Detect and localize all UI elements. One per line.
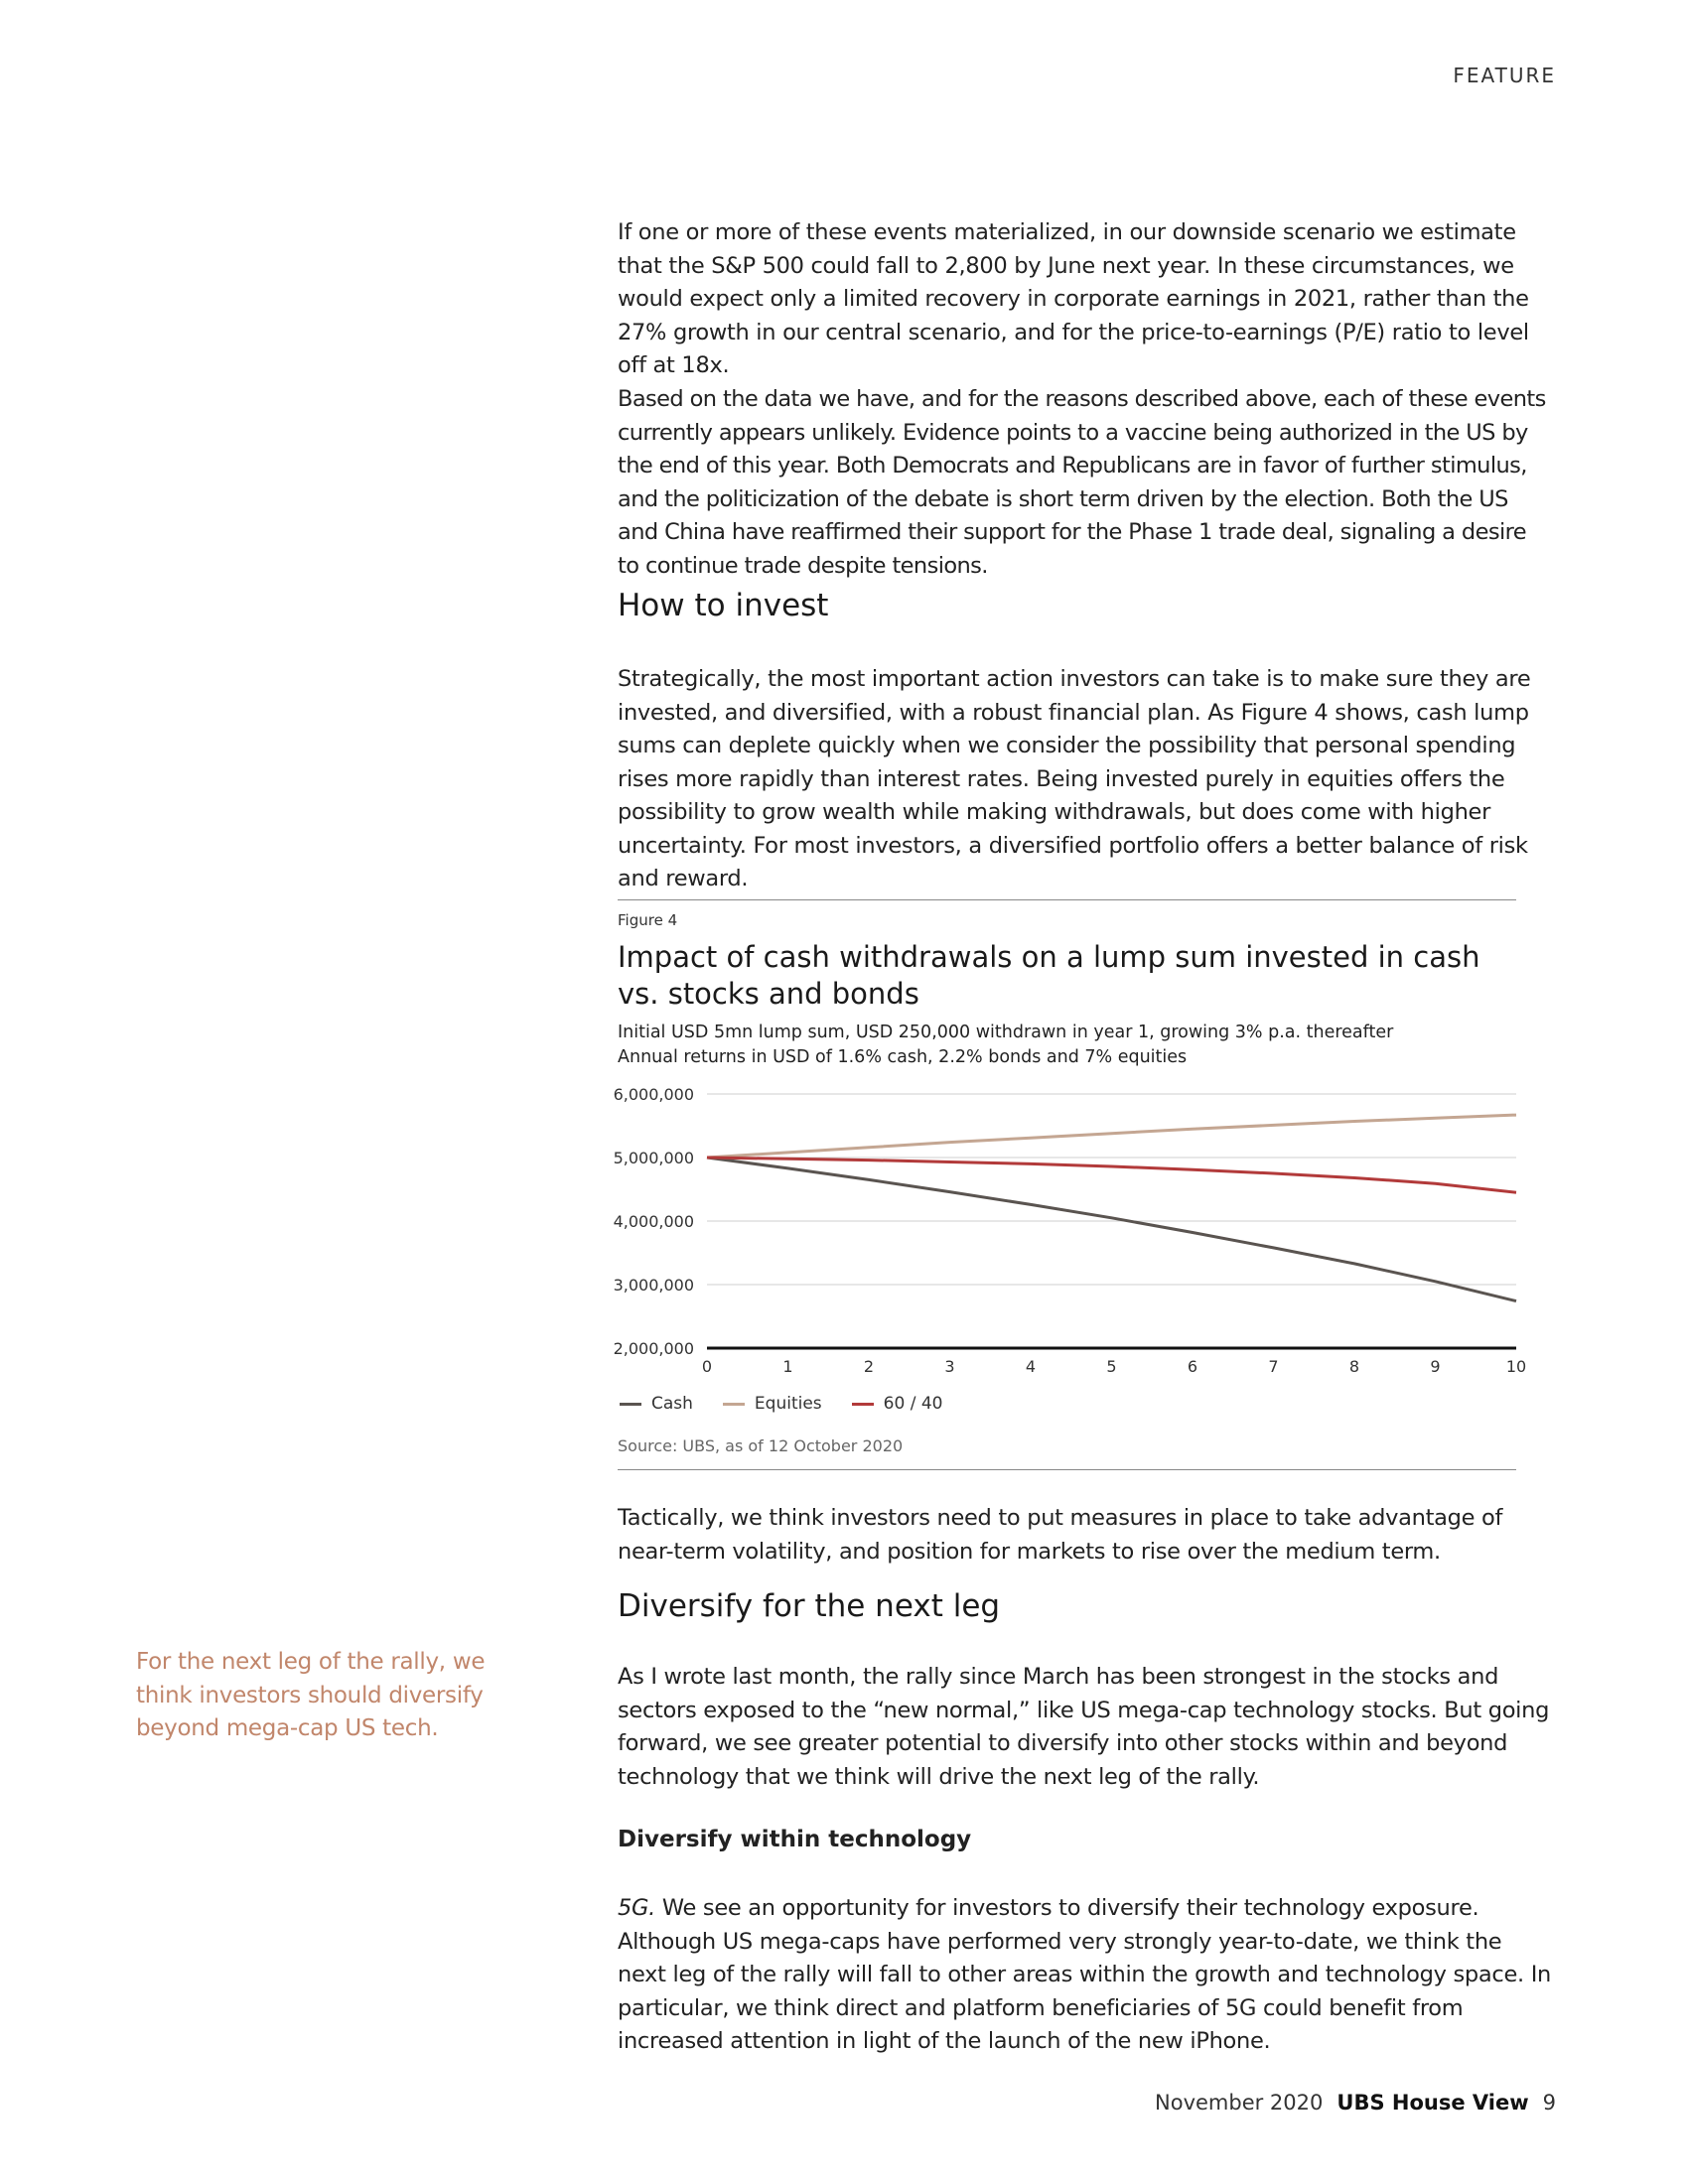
- x-tick-label: 6: [1187, 1357, 1198, 1376]
- legend-swatch: [620, 1403, 641, 1406]
- y-tick-label: 5,000,000: [613, 1149, 694, 1167]
- page-footer: [1155, 2091, 1556, 2115]
- x-tick-label: 5: [1106, 1357, 1117, 1376]
- paragraph-lead-5g: 5G.: [618, 1895, 656, 1921]
- body-paragraph: Based on the data we have, and for the reasons described above, each of these events currently appears unlikely. Evidence points to a vaccine being authorized in the US by the end of this year. Both Democrats and Republicans are in favor of further stimulus, and the politicization of the debate is short term driven by the election. Both the US and China have reaffirmed their support for the Phase 1 trade deal, signaling a desire to continue trade despite tensions.: [618, 386, 1546, 579]
- footer-date: November 2020: [1155, 2091, 1324, 2115]
- y-tick-label: 3,000,000: [613, 1276, 694, 1295]
- pull-quote: For the next leg of the rally, we think investors should diversify beyond mega-cap US tech.: [136, 1649, 486, 1741]
- y-tick-label: 2,000,000: [613, 1339, 694, 1358]
- legend-item: [852, 1394, 943, 1414]
- legend-label: Cash: [651, 1394, 693, 1414]
- body-paragraph: Strategically, the most important action investors can take is to make sure they are invested, and diversified, with a robust financial plan. As Figure 4 shows, cash lump sums can deplete quickly when we consider the possibility that personal spending rises more rapidly than interest rates. Being invested purely in equities offers the possibility to grow wealth while making withdrawals, but does come with higher uncertainty. For most investors, a diversified portfolio offers a better balance of risk and reward.: [618, 666, 1531, 891]
- legend-item: [723, 1394, 822, 1414]
- heading-how-to-invest: How to invest: [618, 588, 829, 623]
- x-tick-label: 0: [701, 1357, 713, 1376]
- x-tick-label: 4: [1025, 1357, 1037, 1376]
- line-chart: [596, 1077, 1529, 1385]
- figure-bottom-rule: [618, 1469, 1516, 1470]
- body-paragraph: If one or more of these events materialized, in our downside scenario we estimate that the S&P 500 could fall to 2,800 by June next year. In these circumstances, we would expect only a limited recovery in corporate earnings in 2021, rather than the 27% growth in our central scenario, and for the price-to-earnings (P/E) ratio to level off at 18x.: [618, 219, 1529, 378]
- paragraph-tactically: [618, 1502, 1551, 1569]
- x-tick-label: 7: [1268, 1357, 1279, 1376]
- paragraph-downside-scenario: [618, 216, 1551, 383]
- x-tick-label: 3: [944, 1357, 955, 1376]
- figure-subtitle-line1: Initial USD 5mn lump sum, USD 250,000 withdrawn in year 1, growing 3% p.a. thereafter: [618, 1023, 1394, 1042]
- footer-brand: UBS House View: [1336, 2091, 1529, 2115]
- section-label: FEATURE: [1453, 64, 1556, 87]
- y-tick-label: 6,000,000: [613, 1085, 694, 1104]
- x-tick-label: 9: [1430, 1357, 1441, 1376]
- body-paragraph: As I wrote last month, the rally since March has been strongest in the stocks and sectors exposed to the “new normal,” like US mega-cap technology stocks. But going forward, we see greater potential to diversify into other stocks within and beyond technology that we think will drive the next leg of the rally.: [618, 1664, 1550, 1790]
- figure-number: Figure 4: [618, 911, 678, 929]
- subheading-diversify-within-technology: Diversify within technology: [618, 1827, 972, 1852]
- figure-subtitle: [618, 1021, 1393, 1070]
- figure-subtitle-line2: Annual returns in USD of 1.6% cash, 2.2% bonds and 7% equities: [618, 1047, 1188, 1067]
- page-number: 9: [1542, 2091, 1556, 2115]
- heading-diversify-next-leg: Diversify for the next leg: [618, 1588, 1001, 1624]
- legend-label: 60 / 40: [883, 1394, 943, 1414]
- x-tick-label: 1: [782, 1357, 793, 1376]
- legend-item: [620, 1394, 693, 1414]
- paragraph-events-unlikely: [618, 383, 1551, 583]
- legend-label: Equities: [754, 1394, 822, 1414]
- paragraph-strategically: [618, 663, 1551, 896]
- y-tick-label: 4,000,000: [613, 1212, 694, 1231]
- figure-title: Impact of cash withdrawals on a lump sum invested in cash vs. stocks and bonds: [618, 940, 1480, 1011]
- chart-legend: [620, 1394, 942, 1414]
- paragraph-5g: [618, 1892, 1551, 2059]
- legend-swatch: [723, 1403, 745, 1406]
- body-paragraph: We see an opportunity for investors to diversify their technology exposure. Although US mega-caps have performed very strongly year-to-date, we think the next leg of the rally will fall to other areas within the growth and technology space. In particular, we think direct and platform beneficiaries of 5G could benefit from increased attention in light of the launch of the new iPhone.: [618, 1895, 1551, 2054]
- x-tick-label: 2: [863, 1357, 875, 1376]
- figure-top-rule: [618, 899, 1516, 900]
- figure-source: Source: UBS, as of 12 October 2020: [618, 1436, 904, 1455]
- series-line-equities: [707, 1115, 1516, 1158]
- legend-swatch: [852, 1403, 874, 1406]
- series-line-cash: [707, 1158, 1516, 1301]
- x-tick-label: 10: [1505, 1357, 1527, 1376]
- x-tick-label: 8: [1348, 1357, 1360, 1376]
- body-paragraph: Tactically, we think investors need to put measures in place to take advantage of near-term volatility, and position for markets to rise over the medium term.: [618, 1505, 1503, 1565]
- paragraph-rally-since-march: [618, 1661, 1551, 1794]
